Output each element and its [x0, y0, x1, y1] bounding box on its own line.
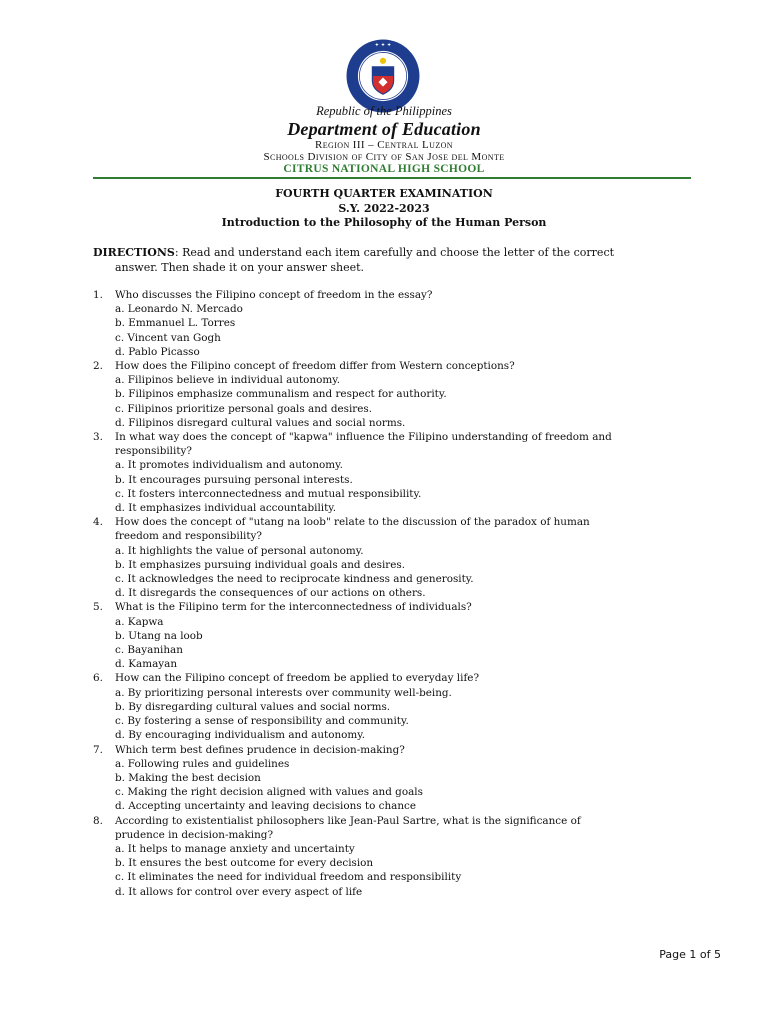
answer-option: b. It encourages pursuing personal interests.	[115, 473, 353, 486]
answer-option: d. By encouraging individualism and autonomy.	[115, 729, 366, 742]
region-label: Region III – Central Luzon	[315, 139, 453, 151]
answer-option: a. Leonardo N. Mercado	[115, 303, 243, 316]
answer-option: d. Kamayan	[115, 658, 178, 671]
answer-option: d. Filipinos disregard cultural values and social norms.	[115, 416, 406, 429]
answer-option: c. It fosters interconnectedness and mutual responsibility.	[115, 487, 422, 500]
question-number: 4.	[93, 516, 103, 529]
question-stem: prudence in decision-making?	[115, 828, 274, 841]
question-number: 6.	[93, 672, 103, 685]
answer-option: d. It emphasizes individual accountability.	[115, 502, 337, 515]
directions-text-cont: answer. Then shade it on your answer sheet.	[115, 261, 365, 274]
question-stem: Which term best defines prudence in decision-making?	[115, 743, 405, 756]
question-number: 7.	[93, 743, 103, 756]
question-item	[93, 288, 713, 359]
answer-option: c. Bayanihan	[115, 644, 183, 657]
answer-option: b. It ensures the best outcome for every decision	[115, 857, 374, 870]
answer-option: c. Making the right decision aligned with values and goals	[115, 786, 423, 799]
question-item	[93, 671, 713, 742]
answer-option: b. By disregarding cultural values and social norms.	[115, 700, 391, 713]
answer-option: b. Filipinos emphasize communalism and respect for authority.	[115, 388, 447, 401]
exam-title-block	[0, 187, 768, 231]
question-item	[93, 359, 713, 430]
answer-option: c. By fostering a sense of responsibility and community.	[115, 715, 409, 728]
header-divider	[93, 177, 691, 179]
answer-option: b. Utang na loob	[115, 629, 203, 642]
answer-option: a. It promotes individualism and autonomy.	[115, 459, 343, 472]
question-stem: How does the concept of "utang na loob" relate to the discussion of the paradox of human	[115, 516, 590, 529]
question-item	[93, 515, 713, 600]
question-stem: freedom and responsibility?	[115, 530, 262, 543]
answer-option: c. Vincent van Gogh	[115, 331, 221, 344]
department-title: Department of Education	[287, 119, 481, 139]
answer-option: a. Following rules and guidelines	[115, 757, 290, 770]
answer-option: a. It helps to manage anxiety and uncertainty	[115, 842, 355, 855]
answer-option: c. It eliminates the need for individual freedom and responsibility	[115, 871, 462, 884]
answer-option: d. Pablo Picasso	[115, 345, 200, 358]
division-label: Schools Division of City of San Jose del Monte	[263, 151, 505, 163]
deped-seal-logo	[345, 38, 421, 114]
question-stem: How can the Filipino concept of freedom be applied to everyday life?	[115, 672, 480, 685]
question-number: 1.	[93, 289, 103, 301]
question-stem: How does the Filipino concept of freedom differ from Western conceptions?	[115, 360, 515, 373]
republic-label: Republic of the Philippines	[316, 104, 452, 118]
answer-option: c. Filipinos prioritize personal goals and desires.	[115, 402, 373, 415]
directions-text: : Read and understand each item carefully and choose the letter of the correct	[174, 246, 615, 259]
question-stem: According to existentialist philosophers like Jean-Paul Sartre, what is the significance of	[115, 814, 581, 827]
answer-option: d. It allows for control over every aspect of life	[115, 885, 363, 898]
answer-option: c. It acknowledges the need to reciprocate kindness and generosity.	[115, 573, 474, 586]
directions	[93, 245, 693, 275]
answer-option: d. Accepting uncertainty and leaving decisions to chance	[115, 800, 417, 813]
svg-text:✦ ✦ ✦: ✦ ✦ ✦	[374, 42, 392, 49]
question-number: 8.	[93, 814, 103, 827]
question-item	[93, 743, 713, 814]
directions-label: DIRECTIONS	[93, 246, 175, 259]
answer-option: b. Making the best decision	[115, 771, 261, 784]
school-year: S.Y. 2022-2023	[338, 201, 430, 215]
question-number: 3.	[93, 431, 103, 444]
answer-option: a. Filipinos believe in individual autonomy.	[115, 374, 341, 387]
subject-title: Introduction to the Philosophy of the Human Person	[221, 216, 547, 229]
question-number: 5.	[93, 601, 103, 614]
answer-option: a. It highlights the value of personal autonomy.	[115, 544, 364, 557]
question-number: 2.	[93, 360, 103, 373]
answer-option: b. Emmanuel L. Torres	[115, 317, 236, 330]
answer-option: a. Kapwa	[115, 615, 164, 628]
answer-option: d. It disregards the consequences of our actions on others.	[115, 587, 426, 600]
page-number: Page 1 of 5	[659, 948, 721, 961]
question-stem: Who discusses the Filipino concept of freedom in the essay?	[115, 289, 433, 301]
question-item	[93, 814, 713, 899]
question-stem: What is the Filipino term for the interconnectedness of individuals?	[115, 601, 472, 614]
question-item	[93, 600, 713, 671]
exam-title: FOURTH QUARTER EXAMINATION	[275, 187, 493, 200]
answer-option: a. By prioritizing personal interests over community well-being.	[115, 686, 452, 699]
question-stem: responsibility?	[115, 445, 192, 458]
question-stem: In what way does the concept of "kapwa" influence the Filipino understanding of freedom and	[115, 431, 612, 444]
school-name: CITRUS NATIONAL HIGH SCHOOL	[283, 163, 485, 175]
question-list	[93, 288, 713, 899]
answer-option: b. It emphasizes pursuing individual goals and desires.	[115, 558, 406, 571]
question-item	[93, 430, 713, 515]
